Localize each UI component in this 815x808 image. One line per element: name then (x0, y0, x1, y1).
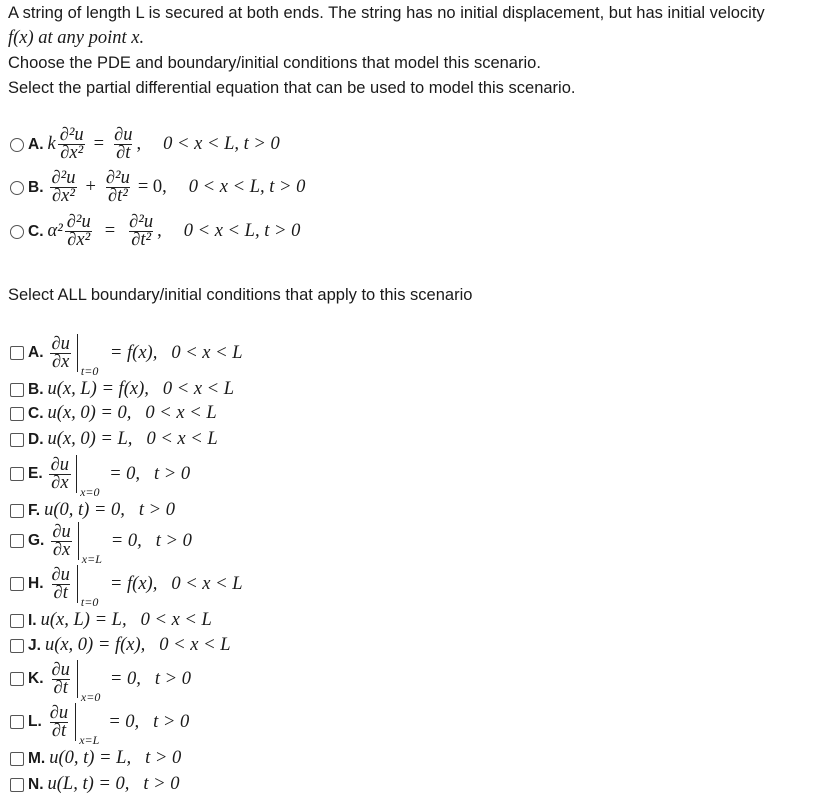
fraction (48, 702, 70, 741)
relation: = (104, 221, 116, 241)
denominator: ∂x (52, 539, 71, 560)
rhs: = f(x), (109, 573, 158, 594)
condition-expression (48, 564, 243, 609)
numerator: ∂u (50, 454, 70, 475)
condition-expression: u(0, t) = 0, (44, 500, 125, 520)
checkbox[interactable] (10, 778, 24, 792)
condition-expression: u(x, L) = f(x), (47, 379, 149, 399)
condition-option-n[interactable] (10, 774, 179, 795)
rhs: = 0, (109, 463, 141, 484)
pde-expression (48, 214, 301, 249)
denominator: ∂x² (67, 230, 91, 250)
option-label: F. (28, 501, 41, 519)
condition-option-l[interactable] (10, 702, 190, 747)
option-label: A. (28, 344, 44, 361)
coefficient: k (47, 134, 56, 154)
checkbox[interactable] (10, 715, 24, 729)
pde-option-b[interactable] (10, 170, 305, 205)
conditions-question: Select ALL boundary/initial conditions that apply to this scenario (8, 286, 473, 304)
numerator: ∂u (51, 333, 70, 354)
option-label: A. (28, 135, 44, 153)
tail: = 0, (137, 177, 167, 197)
denominator: ∂t (53, 582, 68, 603)
domain: 0 < x < L (162, 379, 235, 399)
condition-option-a[interactable] (10, 333, 243, 378)
numerator: ∂²u (105, 168, 130, 188)
condition-expression: u(L, t) = 0, (47, 774, 130, 794)
rhs: = 0, (108, 711, 140, 732)
condition-expression (47, 454, 191, 499)
condition-option-f[interactable] (10, 500, 175, 521)
evaluation-point: t=0 (80, 595, 99, 609)
domain: 0 < x < L, t > 0 (188, 177, 306, 197)
fraction (50, 170, 78, 205)
denominator: ∂t² (107, 186, 128, 206)
problem-line-2: f(x) at any point x. (8, 28, 145, 48)
condition-option-g[interactable] (10, 521, 192, 566)
condition-option-h[interactable] (10, 564, 243, 609)
checkbox[interactable] (10, 752, 24, 766)
evaluation-point: x=0 (80, 690, 101, 704)
problem-line-1: A string of length L is secured at both ends. The string has no initial displacement, but has initial velocity (8, 4, 765, 22)
evaluation-bar (77, 660, 106, 704)
pde-expression (48, 170, 306, 205)
pde-expression (48, 127, 280, 162)
option-label: C. (28, 222, 44, 240)
option-label: B. (28, 380, 44, 398)
evaluation-bar (76, 455, 105, 499)
problem-statement (8, 1, 808, 101)
problem-line-3: Choose the PDE and boundary/initial conditions that model this scenario. (8, 54, 541, 72)
condition-expression: u(x, 0) = f(x), (44, 635, 146, 655)
fraction (49, 454, 71, 493)
fraction (65, 214, 93, 249)
condition-expression: u(x, 0) = L, (47, 429, 133, 449)
option-label: H. (28, 575, 44, 592)
fraction (104, 170, 132, 205)
condition-option-k[interactable] (10, 659, 192, 704)
option-label: B. (28, 178, 44, 196)
denominator: ∂x² (60, 143, 84, 163)
numerator: ∂u (114, 125, 133, 145)
problem-line-4: Select the partial differential equation that can be used to model this scenario. (8, 79, 576, 97)
numerator: ∂²u (59, 125, 84, 145)
option-label: L. (28, 713, 42, 730)
condition-option-e[interactable] (10, 454, 191, 499)
option-label: I. (28, 611, 37, 629)
domain: 0 < x < L, t > 0 (163, 134, 280, 154)
checkbox[interactable] (10, 534, 24, 548)
denominator: ∂t (116, 143, 131, 163)
evaluation-point: x=L (79, 733, 100, 747)
evaluation-bar (77, 565, 106, 609)
domain: t > 0 (145, 748, 182, 768)
operator: + (85, 177, 96, 197)
domain: t > 0 (153, 711, 190, 732)
condition-expression (48, 333, 243, 378)
numerator: ∂²u (66, 212, 91, 232)
evaluation-bar (77, 334, 106, 378)
option-label: D. (28, 430, 44, 448)
domain: 0 < x < L (145, 403, 217, 423)
denominator: ∂x² (52, 186, 75, 206)
evaluation-point: x=L (81, 552, 102, 566)
denominator: ∂t (53, 677, 68, 698)
denominator: ∂x (52, 351, 70, 372)
option-label: G. (28, 532, 45, 549)
pde-option-c[interactable] (10, 214, 300, 249)
condition-expression: u(0, t) = L, (49, 748, 132, 768)
condition-option-b[interactable] (10, 379, 234, 400)
numerator: ∂²u (51, 168, 76, 188)
domain: t > 0 (138, 500, 176, 520)
tail: , (157, 221, 162, 241)
evaluation-point: t=0 (80, 364, 99, 378)
checkbox[interactable] (10, 433, 24, 447)
condition-option-j[interactable] (10, 635, 230, 656)
numerator: ∂u (52, 521, 71, 542)
domain: 0 < x < L (171, 342, 243, 363)
fraction (50, 564, 72, 603)
domain: 0 < x < L, t > 0 (183, 221, 301, 241)
tail: , (136, 134, 142, 154)
condition-option-i[interactable] (10, 610, 212, 631)
fraction (58, 127, 86, 162)
condition-expression (46, 702, 190, 747)
evaluation-bar (75, 703, 104, 747)
option-label: N. (28, 775, 44, 793)
checkbox[interactable] (10, 504, 24, 518)
option-label: E. (28, 465, 43, 482)
checkbox[interactable] (10, 672, 24, 686)
condition-option-d[interactable] (10, 429, 218, 450)
rhs: = f(x), (109, 342, 158, 363)
option-label: C. (28, 404, 44, 422)
domain: 0 < x < L (140, 610, 212, 630)
domain: 0 < x < L (171, 573, 243, 594)
rhs: = 0, (110, 530, 142, 551)
radio-button[interactable] (10, 138, 24, 152)
numerator: ∂²u (129, 212, 154, 232)
checkbox[interactable] (10, 346, 24, 360)
checkbox[interactable] (10, 639, 24, 653)
domain: t > 0 (143, 774, 180, 794)
rhs: = 0, (109, 668, 141, 689)
domain: 0 < x < L (146, 429, 218, 449)
relation: = (93, 134, 105, 154)
fraction (127, 214, 155, 249)
radio-button[interactable] (10, 181, 24, 195)
evaluation-bar (78, 522, 107, 566)
fraction (50, 333, 72, 372)
radio-button[interactable] (10, 225, 24, 239)
checkbox[interactable] (10, 577, 24, 591)
domain: t > 0 (154, 463, 191, 484)
option-label: K. (28, 670, 44, 687)
option-label: J. (28, 636, 41, 654)
condition-option-m[interactable] (10, 748, 181, 769)
numerator: ∂u (51, 564, 70, 585)
condition-expression (48, 659, 192, 704)
domain: t > 0 (154, 668, 192, 689)
option-label: M. (28, 749, 46, 767)
domain: t > 0 (155, 530, 192, 551)
condition-expression (48, 521, 192, 566)
denominator: ∂t² (131, 230, 152, 250)
fraction (50, 659, 72, 698)
checkbox[interactable] (10, 407, 24, 421)
denominator: ∂x (51, 472, 69, 493)
checkbox[interactable] (10, 467, 24, 481)
fraction (50, 521, 72, 560)
numerator: ∂u (49, 702, 69, 723)
denominator: ∂t (51, 720, 67, 741)
fraction (112, 127, 134, 162)
checkbox[interactable] (10, 614, 24, 628)
condition-expression: u(x, 0) = 0, (47, 403, 132, 423)
condition-option-c[interactable] (10, 403, 217, 424)
numerator: ∂u (51, 659, 70, 680)
domain: 0 < x < L (159, 635, 231, 655)
condition-expression: u(x, L) = L, (40, 610, 127, 630)
coefficient: α² (47, 221, 63, 241)
pde-option-a[interactable] (10, 127, 280, 162)
evaluation-point: x=0 (80, 485, 100, 499)
checkbox[interactable] (10, 383, 24, 397)
